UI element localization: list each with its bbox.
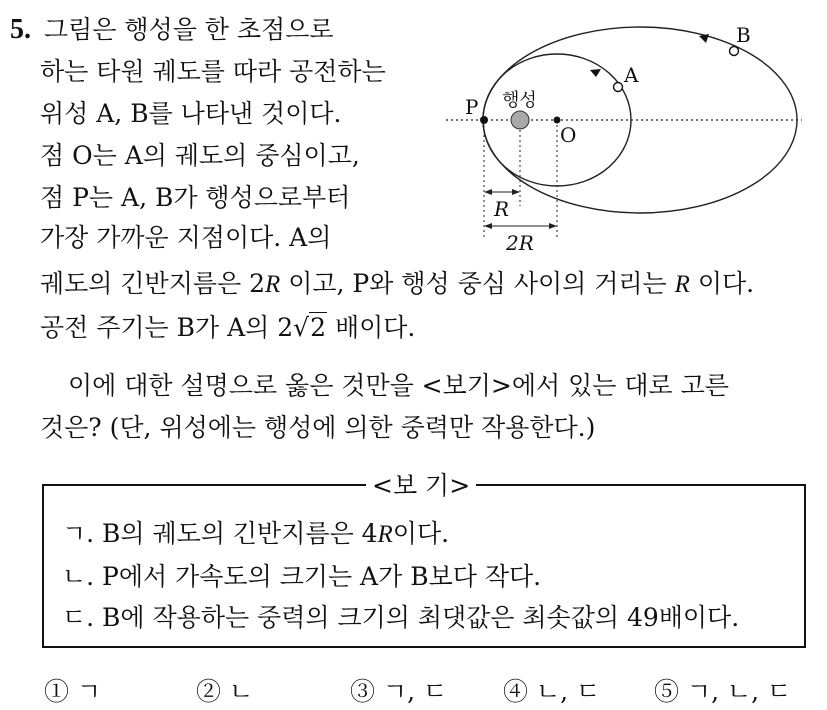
- label-r: R: [494, 197, 510, 221]
- sqrt-radicand: 2: [310, 313, 327, 342]
- orbit-b: [483, 27, 797, 213]
- 2r-arrow-right-head: [549, 223, 557, 229]
- direction-arrow-b: [699, 34, 709, 43]
- choice-3[interactable]: [350, 672, 447, 708]
- r-arrow-right-head: [512, 189, 520, 195]
- bogi-item-3-marker: ㄷ.: [62, 603, 103, 632]
- problem-number: 5.: [10, 14, 31, 45]
- choice-3-text: ㄱ, ㄷ: [382, 677, 448, 706]
- satellite-b-icon: [730, 47, 739, 56]
- planet-icon: [511, 111, 529, 129]
- line7-r1: R: [265, 271, 281, 298]
- point-p-dot: [480, 116, 488, 124]
- intro-line-8: [40, 312, 415, 344]
- line7-part-c: 이다.: [689, 269, 755, 298]
- choice-2-text: ㄴ: [228, 677, 254, 706]
- bogi-title: <보 기>: [366, 466, 476, 502]
- choice-2-num: ②: [196, 677, 222, 706]
- line7-r2: R: [674, 271, 690, 298]
- bogi-item-1-marker: ㄱ.: [62, 519, 103, 548]
- bogi-item-3-text: B에 작용하는 중력의 크기의 최댓값은 최솟값의 49배이다.: [102, 603, 740, 632]
- question-line-1: 이에 대한 설명으로 옳은 것만을 <보기>에서 있는 대로 고른: [68, 371, 729, 400]
- choice-5[interactable]: [654, 672, 791, 708]
- bogi-item-1-text-b: 이다.: [392, 519, 450, 548]
- intro-line-5: 점 P는 A, B가 행성으로부터: [40, 183, 351, 212]
- question-line-2: 것은? (단, 위성에는 행성에 의한 중력만 작용한다.): [40, 413, 596, 442]
- choice-5-text: ㄱ, ㄴ, ㄷ: [686, 677, 792, 706]
- label-planet: 행성: [502, 90, 537, 111]
- orbit-figure: [440, 10, 820, 260]
- intro-line-6: 가장 가까운 지점이다. A의: [40, 223, 332, 252]
- bogi-item-1-r: R: [377, 521, 393, 548]
- intro-line-7: [40, 268, 754, 301]
- bogi-item-2: [62, 557, 541, 593]
- r-arrow-left-head: [484, 189, 492, 195]
- choice-4-text: ㄴ, ㄷ: [535, 677, 601, 706]
- label-2r: 2R: [506, 231, 534, 255]
- intro-line-4: 점 O는 A의 궤도의 중심이고,: [40, 141, 360, 170]
- bogi-item-2-marker: ㄴ.: [62, 562, 103, 591]
- label-p: P: [465, 95, 479, 119]
- direction-arrow-a: [590, 69, 601, 77]
- label-a: A: [624, 63, 639, 87]
- choice-4[interactable]: [503, 672, 600, 708]
- satellite-a-icon: [614, 83, 623, 92]
- choice-1-num: ①: [44, 677, 70, 706]
- bogi-item-1: [62, 514, 449, 550]
- choice-3-num: ③: [350, 677, 376, 706]
- label-b: B: [736, 23, 751, 47]
- line8-part-a: 공전 주기는 B가 A의 2: [40, 313, 294, 342]
- line7-part-a: 궤도의 긴반지름은 2: [40, 269, 265, 298]
- intro-line-1: 그림은 행성을 한 초점으로: [44, 15, 334, 44]
- sqrt-expression: √2: [293, 313, 327, 342]
- choice-1-text: ㄱ: [76, 677, 102, 706]
- choice-1[interactable]: [44, 672, 101, 708]
- bogi-item-2-text: P에서 가속도의 크기는 A가 B보다 작다.: [102, 562, 542, 591]
- bogi-item-3: [62, 598, 739, 634]
- intro-line-2: 하는 타원 궤도를 따라 공전하는: [40, 57, 386, 86]
- line8-part-b: 배이다.: [327, 313, 416, 342]
- bogi-item-1-text-a: B의 궤도의 긴반지름은 4: [102, 519, 378, 548]
- choice-2[interactable]: [196, 672, 253, 708]
- intro-line-3: 위성 A, B를 나타낸 것이다.: [40, 99, 342, 128]
- 2r-arrow-left-head: [484, 223, 492, 229]
- label-o: O: [560, 123, 577, 147]
- choice-5-num: ⑤: [654, 677, 680, 706]
- choice-4-num: ④: [503, 677, 529, 706]
- line7-part-b: 이고, P와 행성 중심 사이의 거리는: [280, 269, 675, 298]
